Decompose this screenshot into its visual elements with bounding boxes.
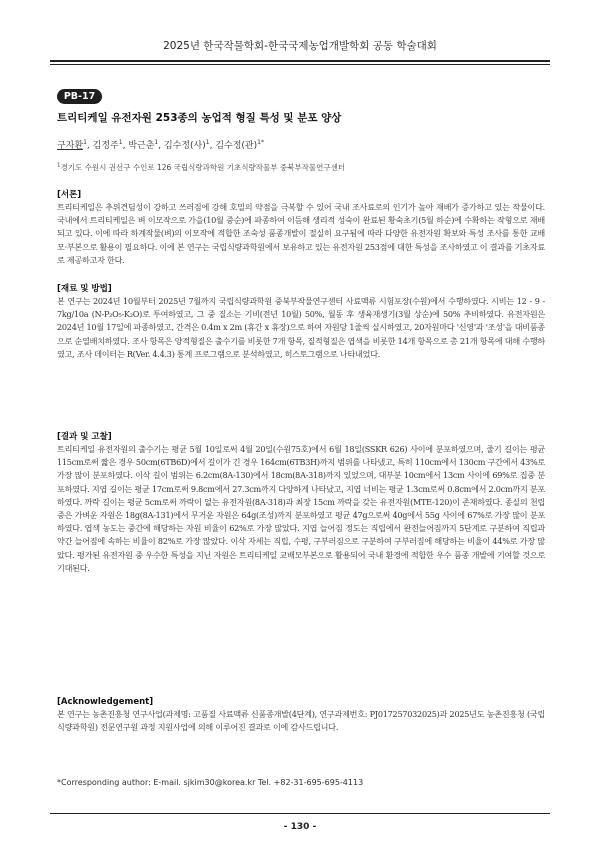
author-name: 김수정(사) — [163, 141, 206, 151]
section-heading: [재료 및 방법] — [57, 284, 112, 294]
section-body: 본 연구는 농촌진흥청 연구사업(과제명: 고품질 사료맥류 신품종개발(4단계), 연구과제번호: PJ017257032025)과 2025년도 농촌진흥청 (국립식량과학원) 전문연구원 과정 지원사업에 의해 이루어진 결과로 이에 감사드립니다. — [57, 709, 545, 733]
author-name: 구자환 — [57, 141, 84, 151]
section-methods — [57, 282, 545, 361]
conference-header: 2025년 한국작물학회-한국국제농업개발학회 공동 학술대회 — [163, 40, 437, 52]
author-affil-mark: 1 — [118, 139, 123, 146]
section-heading: [Acknowledgement] — [57, 697, 154, 707]
author-affil-mark: 1 — [154, 139, 159, 146]
author-affil-mark: 1 — [83, 139, 87, 146]
section-heading: [결과 및 고찰] — [57, 432, 112, 442]
affiliation-mark: 1 — [57, 162, 61, 169]
section-body: 본 연구는 2024년 10월부터 2025년 7월까지 국립식량과학원 중북부작물연구센터 사료맥류 시험포장(수원)에서 수행하였다. 시비는 12 - 9 - 7kg/10a (N-P₂O₅-K₂O)로 투여하였고, 그 중 질소는 기비(전년 10월) 50%, 월동 후 생육재생기(3월 상순)에 50% 추비하였다. 유전자원은 2024년 10월 17일에 파종하였고, 간격은 0.4m x 2m (휴간 x 휴장)으로 하여 자원당 1줄씩 실시하였고, 20자원마다 '신영'과 '조성'을 대비품종으로 순열배치하였다. 조사 항목은 양적형질은 출수기를 비롯한 7개 항목, 질적형질은 엽색을 비롯한 14개 항목으로 총 21개 항목에 대해 수행하였고, 조사 데이터는 R(Ver. 4.4.3) 통계 프로그램으로 분석하였고, 히스토그램으로 나타내었다. — [57, 296, 545, 359]
author-list: 구자환$^1$, 김정주$^1$, 박근춘$^1$, 김수정(사)$^1$, 김수정(관)$^{1*}$ — [57, 139, 264, 151]
section-introduction — [57, 188, 545, 267]
header-rule — [50, 60, 550, 65]
footer-rule — [50, 813, 550, 814]
affiliation — [57, 162, 345, 173]
section-acknowledgement — [57, 697, 545, 734]
author-name: 박근춘 — [128, 141, 155, 151]
paper-title: 트리티케일 유전자원 253종의 농업적 형질 특성 및 분포 양상 — [57, 112, 342, 124]
section-body: 트리티케일은 추위견딤성이 강하고 쓰러짐에 강해 호밀의 약점을 극복할 수 있어 국내 조사료로의 인기가 높아 재배가 증가하고 있는 작물이다. 국내에서 트리티케일은 벼 이모작으로 가을(10월 중순)에 파종하여 이듬해 생리적 성숙이 완료된 황숙초기(5월 하순)에 수확하는 작형으로 재배되고 있다. 이에 따라 하계작물(벼)의 이모작에 적합한 조숙성 품종개발이 절실히 요구됨에 따라 다양한 유전자원 확보와 특성 조사를 통한 교배 모·부본으로 활용이 필요하다. 이에 본 연구는 국립식량과학원에서 보유하고 있는 유전자원 253점에 대한 특성을 조사하였고 이 결과를 기초자료로 제공하고자 한다. — [57, 202, 545, 265]
page-number: - 130 - — [283, 822, 317, 832]
author-name: 김수정(관) — [215, 141, 258, 151]
affiliation-text: 경기도 수원시 권선구 수인로 126 국립식량과학원 기초식량작물부 중북부작물연구센터 — [60, 163, 346, 172]
author-affil-mark: 1* — [257, 139, 264, 146]
poster-id-badge: PB-17 — [57, 89, 102, 104]
section-heading: [서론] — [57, 190, 82, 200]
section-body: 트리티케일 유전자원의 출수기는 평균 5월 10일로써 4월 20일(수원75호)에서 6월 18일(SSKR 626) 사이에 분포하였으며, 줄기 길이는 평균 115cm로써 짧은 경우 50cm(6TB6D)에서 길이가 긴 경우 164cm(6TB3H)까지 범위를 나타냈고, 특히 110cm에서 130cm 구간에서 43%로 가장 많이 분포하였다. 이삭 길이 범위는 6.2cm(8A-130)에서 18cm(8A-318)까지 있었으며, 대부분 10cm에서 13cm 사이에 69%로 집중 분포하였다. 지엽 길이는 평균 17cm로써 9.8cm에서 27.3cm까지 다양하게 나타났고, 지엽 너비는 평균 1.3cm로써 0.8cm에서 2.0cm까지 분포하였다. 까락 길이는 평균 5cm로써 까락이 없는 유전자원(8A-318)과 최장 15cm 까락을 갖는 유전자원(MTE-120)이 존재하였다. 종실의 천립중은 가벼운 자원은 18g(8A-131)에서 무거운 자원은 64g(조성)까지 분포하였고 평균 47g으로써 40g에서 55g 사이에 67%로 가장 많이 분포하였다. 엽색 농도는 중간에 해당하는 자원 비율이 62%로 가장 많았다. 지엽 늘어짐 정도는 직립에서 완전늘어짐까지 5단계로 구분하여 직립과 약간 늘어짐에 속하는 비율이 82%로 가장 많았다. 이삭 자세는 직립, 수평, 구부러짐으로 구분하여 구부러짐에 해당하는 비율이 44%로 가장 많았다. 평가된 유전자원 중 우수한 특성을 지닌 자원은 트리티케일 교배모부본으로 활용되어 국내 환경에 적합한 우수 품종 개발에 기여할 것으로 기대된다. — [57, 444, 545, 573]
section-results — [57, 430, 545, 575]
author-name: 김정주 — [92, 141, 119, 151]
author-affil-mark: 1 — [205, 139, 210, 146]
corresponding-author: *Corresponding author: E-mail. sjkim30@korea.kr Tel. +82-31-695-695-4113 — [57, 778, 364, 787]
